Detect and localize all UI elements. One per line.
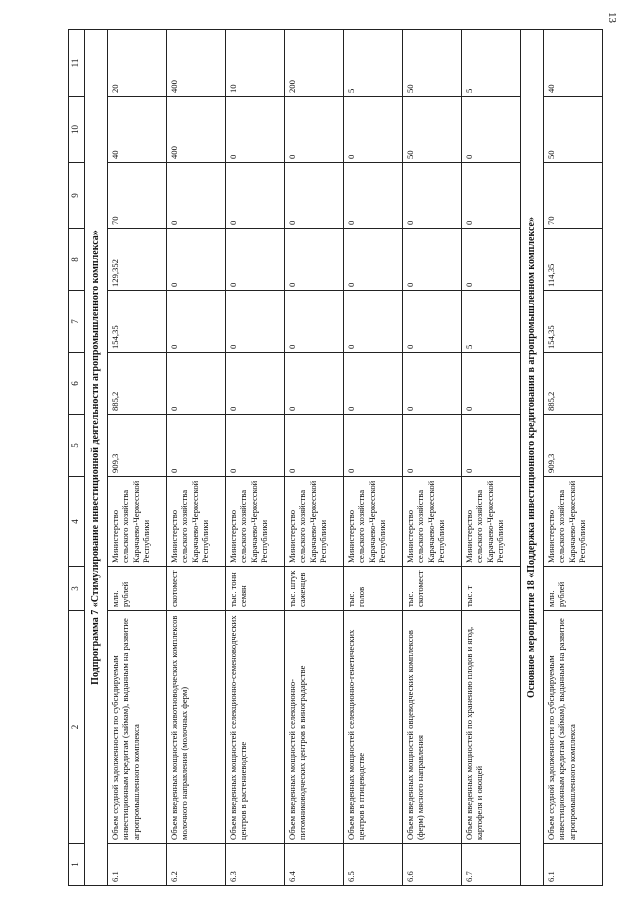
value-col8: 0 (167, 229, 226, 291)
table-row (462, 30, 521, 886)
responsible-executor: Министерство сельского хозяйства Карачаево-Черкесской Республики (462, 477, 521, 567)
unit: тыс. т (462, 567, 521, 611)
value-col5: 0 (167, 415, 226, 477)
value-col7: 0 (344, 291, 403, 353)
value-col11: 400 (167, 30, 226, 97)
section-title: Подпрограмма 7 «Стимулирование инвестиционной деятельности агропромышленного комплекса» (85, 30, 108, 886)
indicator-name: Объем введенных мощностей селекционно-семеноводческих центров в растениеводстве (226, 611, 285, 844)
value-col11: 20 (108, 30, 167, 97)
row-number: 6.7 (462, 844, 521, 886)
table-row (226, 30, 285, 886)
value-col11: 50 (403, 30, 462, 97)
value-col5: 0 (285, 415, 344, 477)
value-col10: 400 (167, 97, 226, 163)
table-row (108, 30, 167, 886)
col-header: 4 (69, 477, 85, 567)
value-col11: 10 (226, 30, 285, 97)
value-col8: 0 (344, 229, 403, 291)
value-col5: 0 (226, 415, 285, 477)
table-body (69, 30, 603, 886)
responsible-executor: Министерство сельского хозяйства Карачаево-Черкесской Республики (167, 477, 226, 567)
value-col9: 0 (462, 163, 521, 229)
page-number: 13 (606, 12, 618, 23)
section-header-row (521, 30, 544, 886)
row-number: 6.4 (285, 844, 344, 886)
value-col6: 885,2 (544, 353, 603, 415)
value-col9: 0 (167, 163, 226, 229)
unit: млн. рублей (544, 567, 603, 611)
value-col5: 909,3 (544, 415, 603, 477)
value-col7: 0 (167, 291, 226, 353)
indicators-table (68, 29, 603, 886)
unit: тыс. тонн семян (226, 567, 285, 611)
value-col10: 0 (344, 97, 403, 163)
value-col9: 0 (344, 163, 403, 229)
value-col6: 0 (226, 353, 285, 415)
col-header: 5 (69, 415, 85, 477)
responsible-executor: Министерство сельского хозяйства Карачаево-Черкесской Республики (108, 477, 167, 567)
section-title: Основное мероприятие 18 «Поддержка инвестиционного кредитования в агропромышленном комплексе» (521, 30, 544, 886)
value-col8: 0 (403, 229, 462, 291)
indicator-name: Объем введенных мощностей селекционно-питомниководческих центров в виноградарстве (285, 611, 344, 844)
indicator-name: Объем ссудной задолженности по субсидируемым инвестиционным кредитам (займам), выданным на развитие агропромышленного комплекса (544, 611, 603, 844)
table-row (403, 30, 462, 886)
row-number: 6.2 (167, 844, 226, 886)
unit: тыс. штук саженцев (285, 567, 344, 611)
value-col9: 0 (285, 163, 344, 229)
col-header: 2 (69, 611, 85, 844)
col-header: 3 (69, 567, 85, 611)
value-col6: 0 (285, 353, 344, 415)
value-col6: 0 (167, 353, 226, 415)
value-col11: 200 (285, 30, 344, 97)
value-col7: 0 (226, 291, 285, 353)
col-header: 1 (69, 844, 85, 886)
table-row (285, 30, 344, 886)
value-col8: 0 (285, 229, 344, 291)
value-col10: 50 (544, 97, 603, 163)
value-col8: 0 (462, 229, 521, 291)
table-row (344, 30, 403, 886)
value-col5: 909,3 (108, 415, 167, 477)
indicator-name: Объем введенных мощностей животноводческих комплексов молочного направления (молочных ферм) (167, 611, 226, 844)
value-col5: 0 (403, 415, 462, 477)
col-header: 9 (69, 163, 85, 229)
column-number-row (69, 30, 85, 886)
row-number: 6.6 (403, 844, 462, 886)
row-number: 6.3 (226, 844, 285, 886)
value-col10: 0 (462, 97, 521, 163)
value-col7: 154,35 (544, 291, 603, 353)
value-col7: 5 (462, 291, 521, 353)
responsible-executor: Министерство сельского хозяйства Карачаево-Черкесской Республики (344, 477, 403, 567)
value-col8: 114,35 (544, 229, 603, 291)
value-col11: 40 (544, 30, 603, 97)
row-number: 6.1 (544, 844, 603, 886)
col-header: 10 (69, 97, 85, 163)
responsible-executor: Министерство сельского хозяйства Карачаево-Черкесской Республики (285, 477, 344, 567)
responsible-executor: Министерство сельского хозяйства Карачаево-Черкесской Республики (403, 477, 462, 567)
row-number: 6.5 (344, 844, 403, 886)
value-col6: 0 (462, 353, 521, 415)
row-number: 6.1 (108, 844, 167, 886)
section-header-row (85, 30, 108, 886)
responsible-executor: Министерство сельского хозяйства Карачаево-Черкесской Республики (544, 477, 603, 567)
value-col6: 885,2 (108, 353, 167, 415)
value-col7: 0 (285, 291, 344, 353)
value-col9: 70 (544, 163, 603, 229)
indicator-name: Объем введенных мощностей овцеводческих комплексов (ферм) мясного направления (403, 611, 462, 844)
value-col5: 0 (344, 415, 403, 477)
unit: скотомест (167, 567, 226, 611)
responsible-executor: Министерство сельского хозяйства Карачаево-Черкесской Республики (226, 477, 285, 567)
indicator-name: Объем ссудной задолженности по субсидируемым инвестиционным кредитам (займам), выданным на развитие агропромышленного комплекса (108, 611, 167, 844)
value-col6: 0 (403, 353, 462, 415)
value-col11: 5 (462, 30, 521, 97)
rotated-table-container (68, 30, 628, 886)
value-col7: 0 (403, 291, 462, 353)
indicator-name: Объем введенных мощностей по хранению плодов и ягод, картофеля и овощей (462, 611, 521, 844)
value-col10: 50 (403, 97, 462, 163)
value-col8: 0 (226, 229, 285, 291)
col-header: 11 (69, 30, 85, 97)
value-col10: 0 (285, 97, 344, 163)
value-col9: 70 (108, 163, 167, 229)
col-header: 6 (69, 353, 85, 415)
value-col10: 0 (226, 97, 285, 163)
value-col7: 154,35 (108, 291, 167, 353)
value-col5: 0 (462, 415, 521, 477)
unit: млн. рублей (108, 567, 167, 611)
table-row (167, 30, 226, 886)
value-col11: 5 (344, 30, 403, 97)
value-col9: 0 (226, 163, 285, 229)
value-col10: 40 (108, 97, 167, 163)
col-header: 7 (69, 291, 85, 353)
table-row (544, 30, 603, 886)
unit: тыс. скотомест (403, 567, 462, 611)
unit: тыс. голов (344, 567, 403, 611)
col-header: 8 (69, 229, 85, 291)
value-col6: 0 (344, 353, 403, 415)
indicator-name: Объем введенных мощностей селекционно-генетических центров в птицеводстве (344, 611, 403, 844)
value-col9: 0 (403, 163, 462, 229)
value-col8: 129,352 (108, 229, 167, 291)
